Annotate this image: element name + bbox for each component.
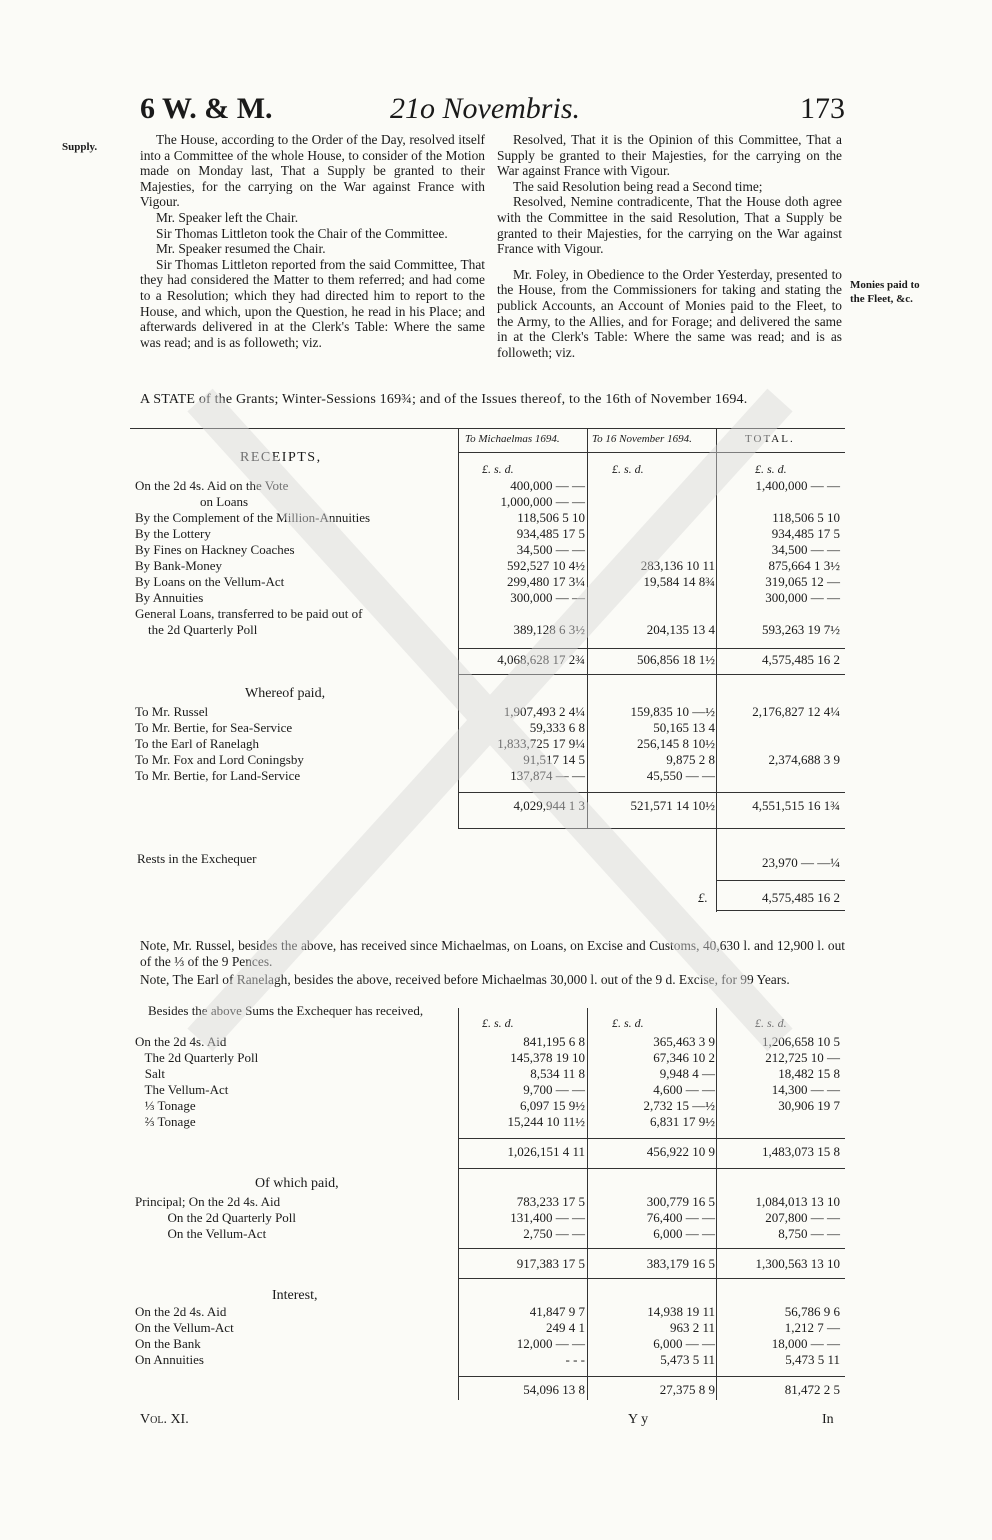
row-label: General Loans, transferred to be paid out of (135, 606, 363, 621)
amount-cell: 1,084,013 13 10 (755, 1194, 840, 1209)
table-row (135, 622, 840, 638)
row-label: By the Lottery (135, 526, 211, 541)
amount-cell: 6,000 — — (653, 1336, 715, 1351)
lsd-heading: £. s. d. (482, 462, 514, 476)
row-label: 4,068,628 17 2¾ (497, 652, 585, 667)
row-label: 917,383 17 5 (516, 1256, 585, 1271)
table-row (135, 736, 840, 752)
table-row (135, 1082, 840, 1098)
amount-cell: 506,856 18 1½ (637, 652, 715, 667)
amount-cell: 5,473 5 11 (785, 1352, 840, 1367)
amount-cell: 4,600 — — (653, 1082, 715, 1097)
row-label: On the Bank (135, 1336, 201, 1351)
col-head-november: To 16 November 1694. (592, 433, 692, 445)
row-label: To Mr. Fox and Lord Coningsby (135, 752, 304, 767)
table-row (135, 542, 840, 558)
amount-cell (585, 542, 715, 558)
amount-cell: 59,333 6 8 (529, 720, 585, 735)
row-label: the 2d Quarterly Poll (135, 622, 258, 637)
amount-cell (585, 606, 715, 622)
amount-cell: 5,473 5 11 (660, 1352, 715, 1367)
paid-table (135, 704, 840, 784)
amount-cell: 207,800 — — (765, 1210, 840, 1225)
note-ranelagh: Note, The Earl of Ranelagh, besides the above, received before Michaelmas 30,000 l. out of the 9 d. Excise, for 99 Years. (140, 972, 790, 987)
amount-cell: 145,378 19 10 (510, 1050, 585, 1065)
table-row (135, 1194, 840, 1210)
amount-cell: 400,000 — — (510, 478, 585, 493)
amount-cell: 2,732 15 —½ (643, 1098, 715, 1113)
note-russel: Note, Mr. Russel, besides the above, has received since Michaelmas, on Loans, on Excise and Customs, 40,630 l. and 12,900 l. out of the ⅓ of the 9 Pences. (140, 938, 845, 969)
amount-cell: 299,480 17 3¼ (507, 574, 585, 589)
table-row (135, 558, 840, 574)
table-row (135, 752, 840, 768)
paragraph: Sir Thomas Littleton took the Chair of the Committee. (156, 225, 448, 241)
subtotal-rule (458, 828, 845, 829)
amount-cell: 389,128 6 3½ (513, 622, 585, 637)
col-head-total: TOTAL. (745, 433, 795, 445)
amount-cell (585, 494, 715, 510)
row-label: 54,096 13 8 (523, 1382, 585, 1397)
amount-cell: 118,506 5 10 (517, 510, 585, 525)
amount-cell: 6,097 15 9½ (520, 1098, 585, 1113)
rests-value: 23,970 — —¼ (762, 855, 840, 870)
ofwhich-heading: Of which paid, (255, 1176, 339, 1191)
subtotal-rule (458, 1376, 845, 1377)
lsd-heading: £. s. d. (612, 1016, 644, 1030)
margin-note-supply: Supply. (62, 141, 98, 153)
amount-cell: 283,136 10 11 (640, 558, 715, 573)
amount-cell: 593,263 19 7½ (762, 622, 840, 637)
amount-cell: 45,550 — — (646, 768, 715, 783)
paid-heading: Whereof paid, (245, 686, 326, 701)
row-label: The Vellum-Act (135, 1082, 229, 1097)
lsd-heading: £. s. d. (755, 462, 787, 476)
amount-cell (585, 510, 715, 526)
row-label: The 2d Quarterly Poll (135, 1050, 259, 1065)
amount-cell (715, 494, 840, 510)
row-label: On the 2d 4s. Aid (135, 1304, 227, 1319)
grand-total: 4,575,485 16 2 (762, 890, 840, 905)
subtotal-rule (458, 1278, 845, 1279)
amount-cell: 34,500 — — (771, 542, 840, 557)
amount-cell: 15,244 10 11½ (507, 1114, 585, 1129)
row-label: By Fines on Hackney Coaches (135, 542, 295, 557)
amount-cell: 456,922 10 9 (646, 1144, 715, 1159)
row-label: To Mr. Bertie, for Land-Service (135, 768, 301, 783)
row-label: By Bank-Money (135, 558, 223, 573)
amount-cell: 9,875 2 8 (666, 752, 715, 767)
amount-cell (585, 590, 715, 606)
amount-cell: 118,506 5 10 (772, 510, 840, 525)
col-head-michaelmas: To Michaelmas 1694. (465, 433, 560, 445)
row-label: On the 2d 4s. Aid (135, 1034, 227, 1049)
left-column (140, 132, 485, 350)
interest-heading: Interest, (272, 1288, 318, 1303)
table-row (135, 494, 840, 510)
amount-cell: 81,472 2 5 (784, 1382, 840, 1397)
row-label: On the Vellum-Act (135, 1226, 267, 1241)
page-header (0, 92, 992, 132)
subtotal-rule (458, 1248, 845, 1249)
amount-cell (460, 606, 585, 622)
amount-cell: 300,000 — — (510, 590, 585, 605)
subtotal-rule (458, 648, 845, 649)
row-label: To Mr. Bertie, for Sea-Service (135, 720, 293, 735)
total-rule (716, 910, 845, 911)
row-label: To Mr. Russel (135, 704, 209, 719)
margin-note-monies: Monies paid to the Fleet, &c. (850, 279, 920, 305)
row-label: On the Vellum-Act (135, 1320, 234, 1335)
amount-cell: 8,534 11 8 (530, 1066, 585, 1081)
row-label: ⅔ Tonage (135, 1114, 196, 1129)
table-row (460, 1256, 840, 1272)
amount-cell: 56,786 9 6 (784, 1304, 840, 1319)
row-label: To the Earl of Ranelagh (135, 736, 259, 751)
amount-cell: 131,400 — — (510, 1210, 585, 1225)
amount-cell: 1,212 7 — (784, 1320, 840, 1335)
amount-cell: 4,551,515 16 1¾ (752, 798, 840, 813)
subtotal-rule (458, 1168, 845, 1169)
row-label: 4,029,944 1 3 (513, 798, 585, 813)
amount-cell: 34,500 — — (516, 542, 585, 557)
table-row (460, 798, 840, 814)
table-row (135, 1304, 840, 1320)
amount-cell (715, 736, 840, 752)
amount-cell: 14,938 19 11 (647, 1304, 715, 1319)
receipts-table (135, 478, 840, 638)
amount-cell: 841,195 6 8 (523, 1034, 585, 1049)
amount-cell: 67,346 10 2 (653, 1050, 715, 1065)
date-heading: 21o Novembris. (390, 92, 580, 125)
paragraph: Resolved, Nemine contradicente, That the House doth agree with the Committee in the said Resolution, That a Supply be granted to their Majesties, for the carrying on the War against France with Vigour. (497, 194, 842, 257)
principal-total-row (460, 1256, 840, 1272)
row-label: On Annuities (135, 1352, 204, 1367)
table-title: A STATE of the Grants; Winter-Sessions 169¾; and of the Issues thereof, to the 16th of November 1694. (140, 392, 748, 407)
interest-table (135, 1304, 840, 1368)
amount-cell: 300,000 — — (765, 590, 840, 605)
table-row (135, 590, 840, 606)
row-label: By Loans on the Vellum-Act (135, 574, 285, 589)
amount-cell: 50,165 13 4 (653, 720, 715, 735)
subtotal-rule (458, 1138, 845, 1139)
table-row (135, 526, 840, 542)
rests-label: Rests in the Exchequer (137, 851, 257, 866)
besides-total-row (460, 1144, 840, 1160)
besides-table (135, 1034, 840, 1130)
amount-cell: 41,847 9 7 (529, 1304, 585, 1319)
receipts-total-row (460, 652, 840, 668)
amount-cell (715, 606, 840, 622)
amount-cell: 521,571 14 10½ (630, 798, 715, 813)
table-row (135, 606, 840, 622)
amount-cell: - - - (565, 1352, 585, 1367)
amount-cell: 6,000 — — (653, 1226, 715, 1241)
table-row (135, 1226, 840, 1242)
signature-mark: Y y (628, 1412, 649, 1427)
amount-cell: 4,575,485 16 2 (762, 652, 840, 667)
table-row (460, 652, 840, 668)
amount-cell: 30,906 19 7 (778, 1098, 840, 1113)
amount-cell: 963 2 11 (669, 1320, 715, 1335)
amount-cell: 319,065 12 — (765, 574, 840, 589)
paragraph: Sir Thomas Littleton reported from the said Committee, That they had considered the Matter to them referred; and had come to a Resolution; which they had directed him to report to the House, and which, upon the Question, he read in his Place; and afterwards delivered in at the Clerk's Table: Where the same was read; and is as followeth; viz. (140, 256, 485, 350)
lsd-heading: £. s. d. (755, 1016, 787, 1030)
table-row (135, 1114, 840, 1130)
table-row (135, 1050, 840, 1066)
amount-cell: 12,000 — — (516, 1336, 585, 1351)
paragraph: The House, according to the Order of the Day, resolved itself into a Committee of the whole House, to consider of the Motion made on Monday last, That a Supply be granted to their Majesties, for the carrying on the War against France with Vigour. (140, 132, 485, 210)
amount-cell: 1,300,563 13 10 (755, 1256, 840, 1271)
amount-cell: 18,000 — — (771, 1336, 840, 1351)
amount-cell: 18,482 15 8 (778, 1066, 840, 1081)
amount-cell: 875,664 1 3½ (768, 558, 840, 573)
amount-cell: 91,517 14 5 (523, 752, 585, 767)
row-label: By the Complement of the Million-Annuities (135, 510, 371, 525)
amount-cell (715, 720, 840, 736)
amount-cell: 1,907,493 2 4¼ (503, 704, 585, 719)
table-row (460, 1144, 840, 1160)
table-row (135, 1034, 840, 1050)
amount-cell: 249 4 1 (546, 1320, 585, 1335)
amount-cell: 9,700 — — (523, 1082, 585, 1097)
amount-cell (585, 526, 715, 542)
regnal-year: 6 W. & M. (140, 92, 273, 125)
amount-cell: 2,176,827 12 4¼ (752, 704, 840, 719)
row-label: ⅓ Tonage (135, 1098, 196, 1113)
receipts-heading: RECEIPTS, (240, 450, 322, 465)
table-top-rule (130, 428, 845, 429)
row-label: on Loans (135, 494, 249, 509)
amount-cell: 934,485 17 5 (516, 526, 585, 541)
amount-cell: 1,206,658 10 5 (762, 1034, 840, 1049)
row-label: 1,026,151 4 11 (507, 1144, 585, 1159)
table-row (135, 768, 840, 784)
paragraph: The said Resolution being read a Second time; (513, 178, 763, 194)
principal-table (135, 1194, 840, 1242)
amount-cell: 783,233 17 5 (516, 1194, 585, 1209)
row-label: Salt (135, 1066, 165, 1081)
amount-cell: 365,463 3 9 (653, 1034, 715, 1049)
amount-cell (715, 768, 840, 784)
interest-total-row (460, 1382, 840, 1398)
paragraph: Mr. Speaker left the Chair. (156, 209, 299, 225)
table-row (135, 510, 840, 526)
table-row (135, 1336, 840, 1352)
row-label: On the 2d Quarterly Poll (135, 1210, 297, 1225)
amount-cell: 256,145 8 10½ (637, 736, 715, 751)
paragraph: Mr. Speaker resumed the Chair. (156, 241, 326, 257)
amount-cell: 137,874 — — (510, 768, 585, 783)
amount-cell: 76,400 — — (646, 1210, 715, 1225)
besides-heading: Besides the above Sums the Exchequer has received, (148, 1003, 424, 1018)
paid-total-row (460, 798, 840, 814)
amount-cell (715, 1114, 840, 1130)
subtotal-rule (458, 674, 845, 675)
page-number: 173 (800, 92, 845, 125)
subtotal-rule (458, 792, 845, 793)
right-column (497, 132, 842, 360)
amount-cell: 27,375 8 9 (659, 1382, 715, 1397)
amount-cell: 6,831 17 9½ (650, 1114, 715, 1129)
amount-cell: 592,527 10 4½ (507, 558, 585, 573)
total-rule (716, 880, 845, 881)
table-row (135, 1066, 840, 1082)
paragraph: Mr. Foley, in Obedience to the Order Yesterday, presented to the House, from the Commissioners for taking and stating the publick Accounts, an Account of Monies paid to the Fleet, to the Army, to the Allies, and for Forage; and delivered the same in at the Clerk's Table: Where the same was read; and is as followeth; viz. (497, 266, 842, 360)
lsd-heading: £. s. d. (612, 462, 644, 476)
amount-cell: 934,485 17 5 (771, 526, 840, 541)
amount-cell: 204,135 13 4 (646, 622, 715, 637)
amount-cell: 19,584 14 8¾ (643, 574, 715, 589)
amount-cell: 383,179 16 5 (646, 1256, 715, 1271)
table-row (135, 704, 840, 720)
amount-cell: 212,725 10 — (765, 1050, 840, 1065)
amount-cell: 300,779 16 5 (646, 1194, 715, 1209)
amount-cell: 1,483,073 15 8 (762, 1144, 840, 1159)
amount-cell: 8,750 — — (778, 1226, 840, 1241)
row-label: Principal; On the 2d 4s. Aid (135, 1194, 281, 1209)
paragraph: Resolved, That it is the Opinion of this Committee, That a Supply be granted to their Majesties, for the carrying on the War against France with Vigour. (497, 132, 842, 179)
amount-cell: 14,300 — — (771, 1082, 840, 1097)
amount-cell: 1,833,725 17 9¼ (497, 736, 585, 751)
table-row (135, 1320, 840, 1336)
row-label: On the 2d 4s. Aid on the Vote (135, 478, 289, 493)
amount-cell: 159,835 10 —½ (630, 704, 715, 719)
catchword: In (822, 1412, 834, 1427)
table-row (135, 1098, 840, 1114)
table-row (135, 478, 840, 494)
table-row (135, 1352, 840, 1368)
table-row (460, 1382, 840, 1398)
pound-sign: £. (698, 890, 708, 905)
amount-cell: 9,948 4 — (659, 1066, 715, 1081)
amount-cell: 2,750 — — (523, 1226, 585, 1241)
amount-cell: 1,000,000 — — (500, 494, 585, 509)
table-row (135, 720, 840, 736)
heading-rule (458, 452, 845, 453)
table-row (135, 574, 840, 590)
amount-cell: 2,374,688 3 9 (768, 752, 840, 767)
row-label: By Annuities (135, 590, 204, 605)
volume-footer: Vol. XI. (140, 1412, 189, 1427)
lsd-heading: £. s. d. (482, 1016, 514, 1030)
table-row (135, 1210, 840, 1226)
amount-cell: 1,400,000 — — (755, 478, 840, 493)
amount-cell (585, 478, 715, 494)
